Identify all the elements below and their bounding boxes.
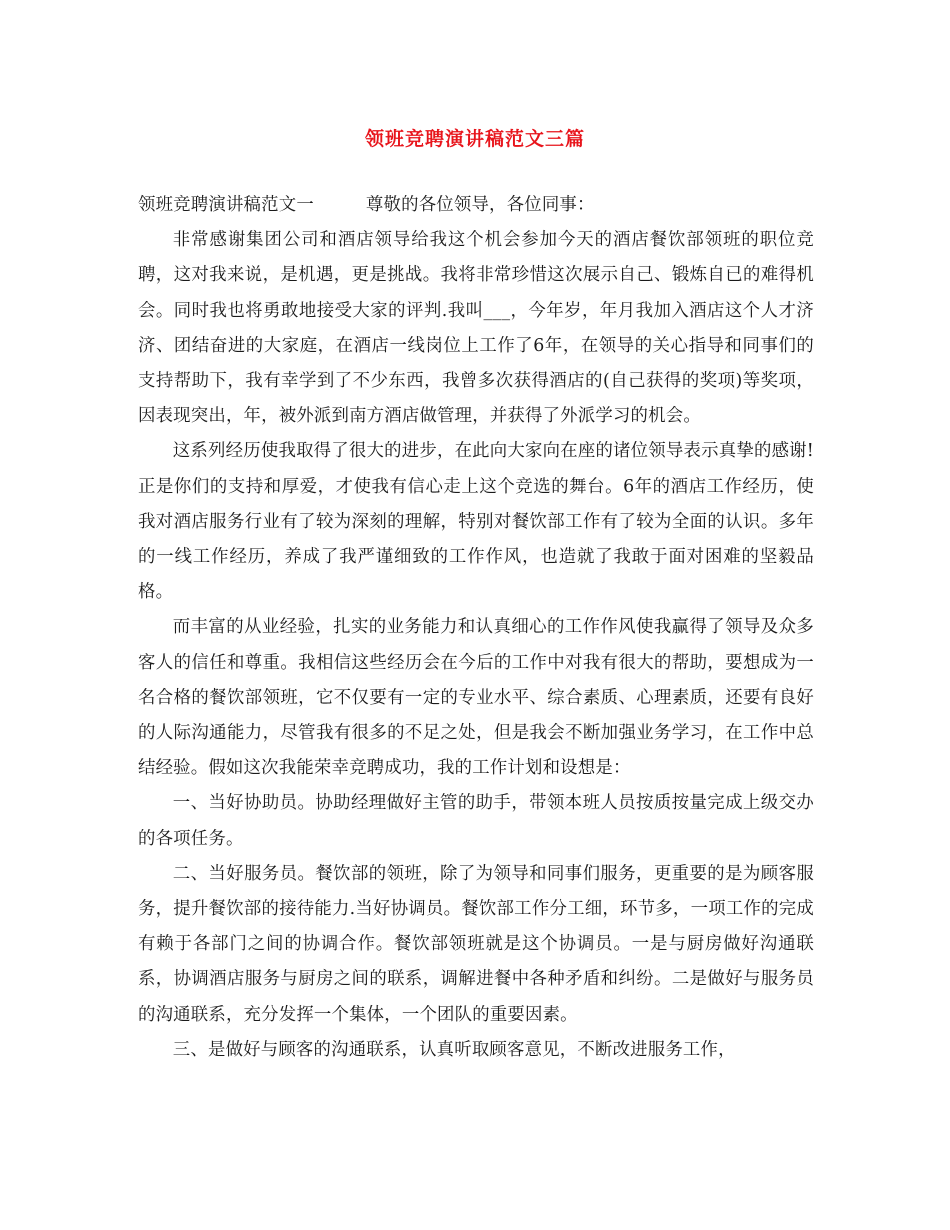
salutation: 尊敬的各位领导，各位同事： bbox=[365, 195, 595, 215]
paragraph: 非常感谢集团公司和酒店领导给我这个机会参加今天的酒店餐饮部领班的职位竞聘，这对我来说，是机遇，更是挑战。我将非常珍惜这次展示自己、锻炼自已的难得机会。同时我也将勇敢地接受大家的评判.我叫___，今年岁，年月我加入酒店这个人才济济、团结奋进的大家庭，在酒店一线岗位上工作了6年，在领导的关心指导和同事们的支持帮助下，我有幸学到了不少东西，我曾多次获得酒店的(自己获得的奖项)等奖项，因表现突出，年，被外派到南方酒店做管理，并获得了外派学习的机会。 bbox=[138, 230, 814, 427]
heading-label: 领班竞聘演讲稿范文一 bbox=[138, 195, 314, 215]
paragraph: 三、是做好与顾客的沟通联系，认真听取顾客意见，不断改进服务工作， bbox=[172, 1039, 736, 1060]
paragraph: 一、当好协助员。协助经理做好主管的助手，带领本班人员按质按量完成上级交办的各项任务。 bbox=[138, 793, 814, 849]
paragraph: 二、当好服务员。餐饮部的领班，除了为领导和同事们服务，更重要的是为顾客服务，提升餐饮部的接待能力.当好协调员。餐饮部工作分工细，环节多，一项工作的完成有赖于各部门之间的协调合作。餐饮部领班就是这个协调员。一是与厨房做好沟通联系，协调酒店服务与厨房之间的联系，调解进餐中各种矛盾和纠纷。二是做好与服务员的沟通联系，充分发挥一个集体，一个团队的重要因素。 bbox=[138, 863, 814, 1025]
opening-line bbox=[138, 188, 814, 223]
paragraph: 而丰富的从业经验，扎实的业务能力和认真细心的工作作风使我赢得了领导及众多客人的信任和尊重。我相信这些经历会在今后的工作中对我有很大的帮助，要想成为一名合格的餐饮部领班，它不仅要有一定的专业水平、综合素质、心理素质，还要有良好的人际沟通能力，尽管我有很多的不足之处，但是我会不断加强业务学习，在工作中总结经验。假如这次我能荣幸竞聘成功，我的工作计划和设想是： bbox=[138, 617, 814, 779]
document-body bbox=[138, 188, 814, 1068]
document-title: 领班竞聘演讲稿范文三篇 bbox=[364, 128, 585, 150]
paragraph: 这系列经历使我取得了很大的进步，在此向大家向在座的诸位领导表示真挚的感谢!正是你们的支持和厚爱，才使我有信心走上这个竞选的舞台。6年的酒店工作经历，使我对酒店服务行业有了较为深刻的理解，特别对餐饮部工作有了较为全面的认识。多年的一线工作经历，养成了我严谨细致的工作作风，也造就了我敢于面对困难的坚毅品格。 bbox=[138, 441, 814, 603]
